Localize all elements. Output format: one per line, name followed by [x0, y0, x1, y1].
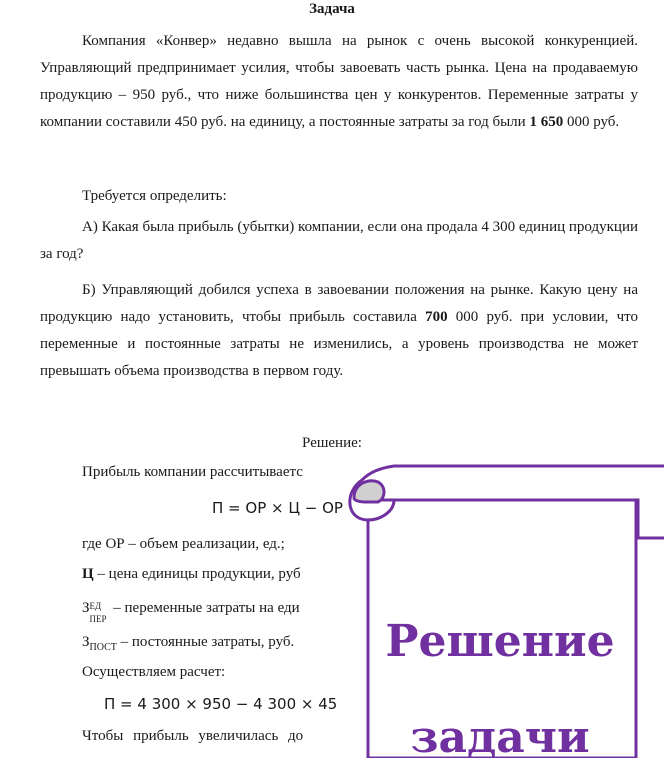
z-post-definition — [82, 632, 294, 654]
last-line: Чтобы прибыль увеличилась до — [82, 728, 304, 744]
z-per-sup: ЕД — [89, 600, 102, 611]
page-title: Задача — [309, 1, 355, 17]
problem-intro — [40, 28, 638, 136]
z-per-indices — [89, 600, 110, 624]
solution-line1: Прибыль компании рассчитываетс — [82, 464, 303, 480]
z-post-sub: ПОСТ — [89, 642, 117, 653]
where-op: где ОР – объем реализации, ед.; — [82, 536, 285, 552]
z-per-definition — [82, 598, 300, 624]
z-post-text: – постоянные затраты, руб. — [116, 634, 295, 650]
question-b — [40, 277, 638, 385]
banner-line1: Решение — [385, 616, 615, 667]
problem-intro-text: Компания «Конвер» недавно вышла на рынок с очень высокой конкуренцией. Управляющий предпринимает усилия, чтобы завоевать часть рынка. Цена на продаваемую продукцию – 950 руб., что ниже большинства цен у конкурентов. Переменные затраты у компании составили 450 руб. на единицу, а постоянные затраты за год были — [40, 33, 638, 130]
c-definition — [82, 564, 301, 584]
formula-main: П = ОР × Ц − ОР — [212, 499, 343, 517]
z-per-text: – переменные затраты на еди — [109, 600, 300, 616]
question-b-tail: 000 руб. при условии, что переменные и постоянные затраты не изменились, а уровень производства не может превышать объема производства в первом году. — [40, 309, 638, 379]
question-b-bold: 700 — [425, 309, 448, 325]
question-a: А) Какая была прибыль (убытки) компании, если она продала 4 300 единиц продукции за год? — [40, 219, 638, 262]
z-per-base: З — [82, 600, 90, 616]
z-per-sub: ПЕР — [89, 613, 107, 624]
question-b-text: Б) Управляющий добился успеха в завоевании положения на рынке. Какую цену на продукцию надо установить, чтобы прибыль составила — [40, 282, 638, 325]
problem-intro-tail: 000 руб. — [566, 114, 620, 130]
problem-intro-bold: 1 650 — [529, 114, 564, 130]
solution-heading: Решение: — [302, 435, 362, 451]
z-post-base: З — [82, 634, 90, 650]
banner-line2: задачи — [410, 712, 590, 763]
c-label: Ц — [82, 566, 94, 582]
calc-formula: П = 4 300 × 950 − 4 300 × 45 — [104, 695, 338, 713]
required-line: Требуется определить: — [82, 188, 227, 204]
calc-label: Осуществляем расчет: — [82, 664, 226, 680]
c-text: – цена единицы продукции, руб — [93, 566, 301, 582]
